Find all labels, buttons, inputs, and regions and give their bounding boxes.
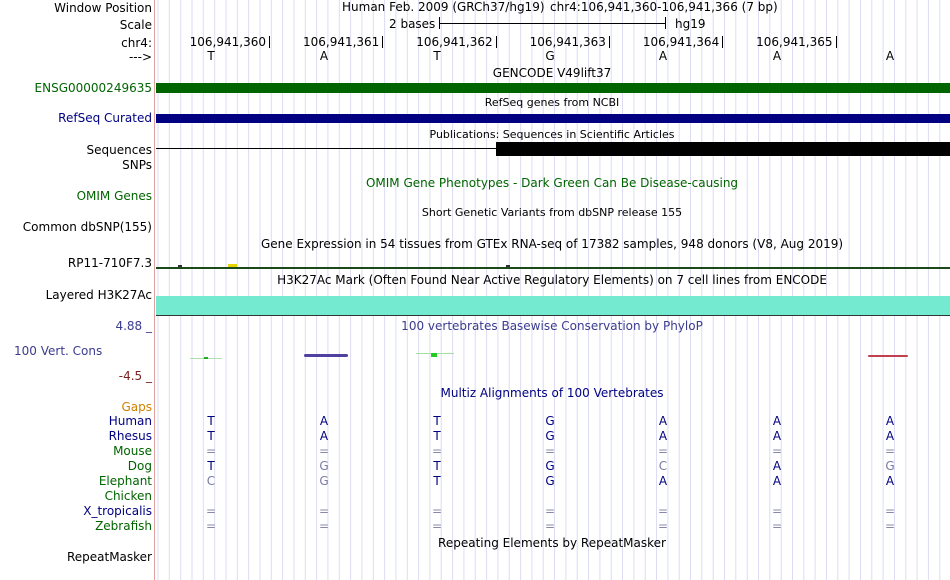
species-base: = <box>318 444 330 458</box>
phylop-mark-1b <box>204 357 208 359</box>
h3k27ac-signal[interactable] <box>156 296 950 315</box>
scale-label: Scale <box>119 18 152 32</box>
ruler-tick-label: 106,941,365 <box>756 35 833 49</box>
species-base: T <box>207 414 215 428</box>
species-base: A <box>885 414 895 428</box>
gtex-gene-label[interactable]: RP11-710F7.3 <box>67 256 152 270</box>
refseq-label[interactable]: RefSeq Curated <box>58 111 152 125</box>
species-label[interactable]: Chicken <box>104 489 152 503</box>
snps-label[interactable]: SNPs <box>122 158 152 172</box>
scale-bar <box>439 23 665 24</box>
species-base: = <box>657 504 669 518</box>
species-base: = <box>544 444 556 458</box>
species-base: = <box>657 519 669 533</box>
species-base: A <box>658 474 668 488</box>
ruler-tick <box>382 36 383 48</box>
species-base: = <box>771 444 783 458</box>
phylop-max-label: 4.88 _ <box>115 319 152 333</box>
reference-base: A <box>885 49 895 63</box>
phylop-title: 100 vertebrates Basewise Conservation by PhyloP <box>401 319 703 333</box>
phylop-label[interactable]: 100 Vert. Cons <box>14 344 103 358</box>
species-base: A <box>658 414 668 428</box>
species-base: = <box>205 519 217 533</box>
species-base: G <box>545 459 555 473</box>
ruler-tick <box>722 36 723 48</box>
scale-bar-left-tick <box>439 17 440 29</box>
repeatmasker-label[interactable]: RepeatMasker <box>66 550 152 564</box>
label-column-divider <box>154 0 155 580</box>
species-label[interactable]: Zebrafish <box>95 519 152 533</box>
gaps-label[interactable]: Gaps <box>121 400 152 414</box>
species-base: T <box>207 429 215 443</box>
dbsnp-title: Short Genetic Variants from dbSNP release 155 <box>421 206 683 219</box>
species-label[interactable]: Mouse <box>113 444 152 458</box>
ruler-tick <box>269 36 270 48</box>
species-base: = <box>318 519 330 533</box>
species-base: G <box>319 474 329 488</box>
species-base: = <box>318 504 330 518</box>
species-base: G <box>885 459 895 473</box>
reference-base: T <box>433 49 441 63</box>
scale-bar-right-tick <box>665 17 666 29</box>
phylop-mark-4 <box>868 355 908 357</box>
species-base: T <box>433 429 441 443</box>
species-label[interactable]: Elephant <box>98 474 152 488</box>
species-label[interactable]: X_tropicalis <box>83 504 152 518</box>
position-label: chr4:106,941,360-106,941,366 (7 bp) <box>550 0 778 14</box>
gencode-gene-label[interactable]: ENSG00000249635 <box>34 81 152 95</box>
species-base: = <box>884 444 896 458</box>
species-base: A <box>319 414 329 428</box>
chr-label: chr4: <box>121 36 152 50</box>
species-base: = <box>431 444 443 458</box>
species-base: A <box>772 429 782 443</box>
scale-db: hg19 <box>675 17 706 31</box>
gencode-title: GENCODE V49lift37 <box>492 66 612 80</box>
species-label[interactable]: Dog <box>127 459 152 473</box>
publication-line <box>156 148 496 149</box>
species-base: A <box>772 459 782 473</box>
species-base: G <box>319 459 329 473</box>
gtex-baseline <box>156 267 950 269</box>
species-base: C <box>206 474 216 488</box>
species-base: A <box>772 414 782 428</box>
species-base: = <box>544 504 556 518</box>
species-base: T <box>433 459 441 473</box>
publications-label[interactable]: Sequences <box>86 143 152 157</box>
species-base: A <box>885 474 895 488</box>
reference-base: T <box>207 49 215 63</box>
species-base: T <box>207 459 215 473</box>
h3k27ac-label[interactable]: Layered H3K27Ac <box>45 288 152 302</box>
species-base: = <box>771 519 783 533</box>
strand-label: ---> <box>128 50 152 64</box>
species-base: = <box>205 504 217 518</box>
h3k27ac-title: H3K27Ac Mark (Often Found Near Active Regulatory Elements) on 7 cell lines from ENCODE <box>277 273 827 287</box>
species-base: = <box>544 519 556 533</box>
species-base: G <box>545 474 555 488</box>
reference-base: A <box>658 49 668 63</box>
species-base: = <box>431 519 443 533</box>
omim-label[interactable]: OMIM Genes <box>76 189 152 203</box>
phylop-min-label: -4.5 _ <box>118 369 152 383</box>
species-base: = <box>205 444 217 458</box>
ruler-tick-label: 106,941,360 <box>189 35 266 49</box>
publication-block[interactable] <box>496 142 950 156</box>
species-label[interactable]: Human <box>108 414 152 428</box>
assembly-label: Human Feb. 2009 (GRCh37/hg19) <box>342 0 545 14</box>
ruler-tick-label: 106,941,364 <box>642 35 720 49</box>
species-base: = <box>884 519 896 533</box>
species-base: G <box>545 429 555 443</box>
species-base: A <box>885 429 895 443</box>
species-base: = <box>657 444 669 458</box>
species-base: = <box>884 504 896 518</box>
species-base: G <box>545 414 555 428</box>
species-label[interactable]: Rhesus <box>108 429 152 443</box>
ruler-tick-label: 106,941,362 <box>416 35 493 49</box>
multiz-title: Multiz Alignments of 100 Vertebrates <box>440 386 664 400</box>
ruler-tick <box>836 36 837 48</box>
gencode-gene-bar[interactable] <box>156 83 950 93</box>
omim-title: OMIM Gene Phenotypes - Dark Green Can Be Disease-causing <box>365 176 739 190</box>
refseq-gene-bar[interactable] <box>156 114 950 123</box>
reference-base: A <box>319 49 329 63</box>
dbsnp-label[interactable]: Common dbSNP(155) <box>22 220 152 234</box>
h3k27ac-baseline <box>156 315 950 316</box>
reference-base: A <box>772 49 782 63</box>
species-base: A <box>772 474 782 488</box>
ruler-tick <box>609 36 610 48</box>
phylop-mark-3b <box>431 353 437 357</box>
species-base: = <box>431 504 443 518</box>
publications-title: Publications: Sequences in Scientific Articles <box>429 128 675 141</box>
repeatmasker-title: Repeating Elements by RepeatMasker <box>438 536 666 550</box>
ruler-tick-label: 106,941,363 <box>529 35 606 49</box>
species-base: T <box>433 414 441 428</box>
ruler-tick <box>496 36 497 48</box>
refseq-title: RefSeq genes from NCBI <box>484 96 620 109</box>
species-base: T <box>433 474 441 488</box>
phylop-mark-2 <box>304 354 348 357</box>
window-position-label: Window Position <box>54 1 152 15</box>
ruler-tick-label: 106,941,361 <box>302 35 380 49</box>
gtex-title: Gene Expression in 54 tissues from GTEx RNA-seq of 17382 samples, 948 donors (V8, Aug 2019) <box>260 237 844 251</box>
reference-base: G <box>545 49 555 63</box>
species-base: A <box>658 429 668 443</box>
scale-text: 2 bases <box>389 17 436 31</box>
species-base: C <box>658 459 668 473</box>
species-base: A <box>319 429 329 443</box>
species-base: = <box>771 504 783 518</box>
